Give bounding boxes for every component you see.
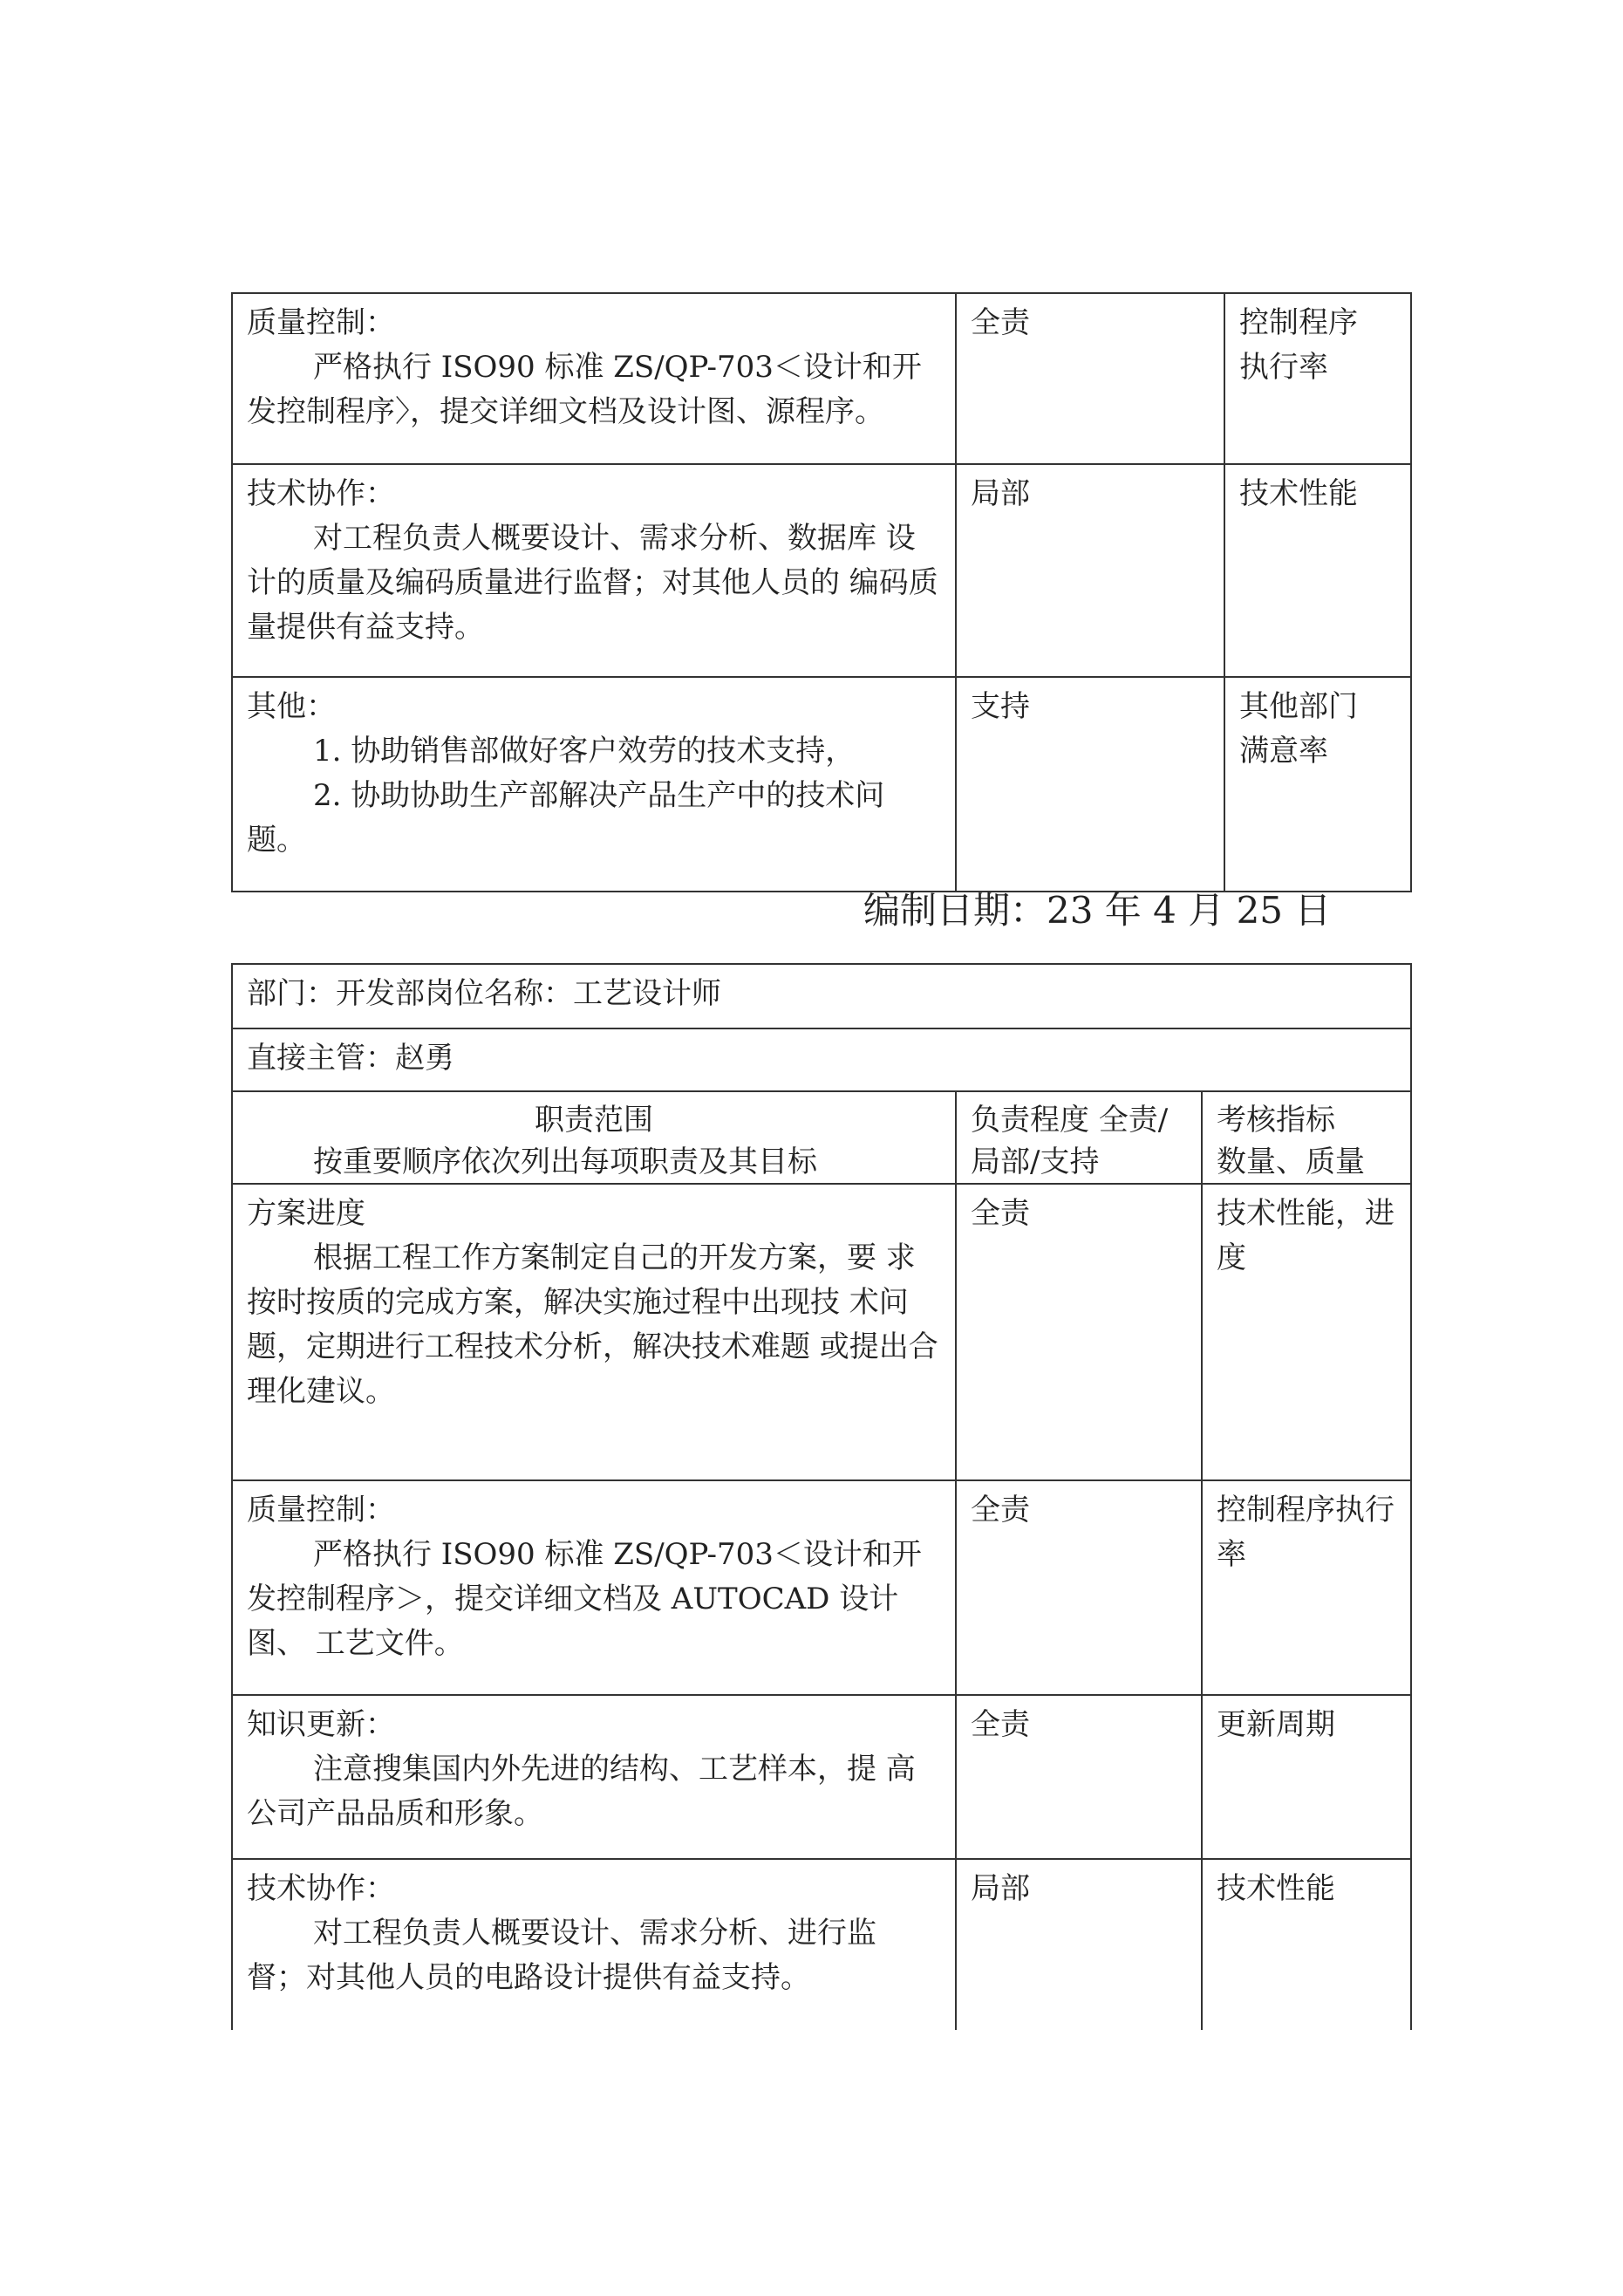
duty-title: 技术协作： <box>247 1871 395 1906</box>
duty-cell <box>232 1695 956 1859</box>
degree-cell: 局部 <box>956 1859 1202 2030</box>
degree-cell: 全责 <box>956 293 1224 464</box>
indicator-header-sub: 数量、质量 <box>1217 1145 1365 1179</box>
responsibility-table-continued <box>231 292 1412 892</box>
table-row <box>232 677 1411 892</box>
compile-date: 编制日期：23 年 4 月 25 日 <box>863 889 1332 932</box>
indicator-cell: 控制程序执行率 <box>1202 1480 1411 1695</box>
duty-item-continued: 题。 <box>247 823 306 858</box>
duty-cell <box>232 464 956 677</box>
duty-title: 知识更新： <box>247 1707 395 1742</box>
degree-cell: 支持 <box>956 677 1224 892</box>
table-row <box>232 964 1411 1028</box>
duty-cell <box>232 677 956 892</box>
duty-cell <box>232 293 956 464</box>
indicator-cell: 技术性能，进度 <box>1202 1184 1411 1480</box>
indicator-cell: 技术性能 <box>1224 464 1411 677</box>
degree-cell: 全责 <box>956 1695 1202 1859</box>
duty-body: 对工程负责人概要设计、需求分析、数据库 设计的质量及编码质量进行监督；对其他人员的 编码质量提供有益支持。 <box>247 521 938 645</box>
job-description-table <box>231 963 1412 2030</box>
table-row <box>232 293 1411 464</box>
degree-cell: 全责 <box>956 1184 1202 1480</box>
duty-title: 质量控制： <box>247 305 395 340</box>
degree-header: 负责程度 全责/局部/支持 <box>956 1091 1202 1184</box>
duty-title: 其他： <box>247 689 336 724</box>
table-row <box>232 1480 1411 1695</box>
scope-header-title: 职责范围 <box>535 1103 653 1138</box>
duty-title: 方案进度 <box>247 1196 365 1231</box>
degree-cell: 局部 <box>956 464 1224 677</box>
table-row <box>232 1028 1411 1091</box>
table-row <box>232 1695 1411 1859</box>
duty-body: 根据工程工作方案制定自己的开发方案，要 求按时按质的完成方案，解决实施过程中出现技 术问题，定期进行工程技术分析，解决技术难题 或提出合理化建议。 <box>247 1240 938 1409</box>
indicator-cell: 控制程序 执行率 <box>1224 293 1411 464</box>
table-row <box>232 1859 1411 2030</box>
department-cell: 部门：开发部岗位名称：工艺设计师 <box>232 964 1411 1028</box>
duty-cell <box>232 1184 956 1480</box>
indicator-cell: 其他部门 满意率 <box>1224 677 1411 892</box>
indicator-cell: 技术性能 <box>1202 1859 1411 2030</box>
duty-title: 技术协作： <box>247 476 395 511</box>
indicator-header <box>1202 1091 1411 1184</box>
indicator-header-title: 考核指标 <box>1217 1103 1335 1138</box>
table-row <box>232 464 1411 677</box>
duty-item: 1. 协助销售部做好客户效劳的技术支持， <box>313 734 856 769</box>
duty-body: 严格执行 ISO90 标准 ZS/QP-703＜设计和开 发控制程序＞，提交详细文档及 AUTOCAD 设计图、 工艺文件。 <box>247 1537 922 1661</box>
duty-body: 严格执行 ISO90 标准 ZS/QP-703＜设计和开 发控制程序〉，提交详细文档及设计图、源程序。 <box>247 350 922 429</box>
degree-cell: 全责 <box>956 1480 1202 1695</box>
supervisor-cell: 直接主管：赵勇 <box>232 1028 1411 1091</box>
table-header-row <box>232 1091 1411 1184</box>
duty-title: 质量控制： <box>247 1493 395 1527</box>
indicator-cell: 更新周期 <box>1202 1695 1411 1859</box>
scope-header-sub: 按重要顺序依次列出每项职责及其目标 <box>313 1145 817 1179</box>
duty-body: 注意搜集国内外先进的结构、工艺样本，提 高公司产品品质和形象。 <box>247 1752 916 1831</box>
scope-header <box>232 1091 956 1184</box>
duty-cell <box>232 1480 956 1695</box>
duty-item: 2. 协助协助生产部解决产品生产中的技术问 <box>313 778 885 813</box>
duty-body: 对工程负责人概要设计、需求分析、进行监 督；对其他人员的电路设计提供有益支持。 <box>247 1916 876 1995</box>
table-row <box>232 1184 1411 1480</box>
duty-cell <box>232 1859 956 2030</box>
